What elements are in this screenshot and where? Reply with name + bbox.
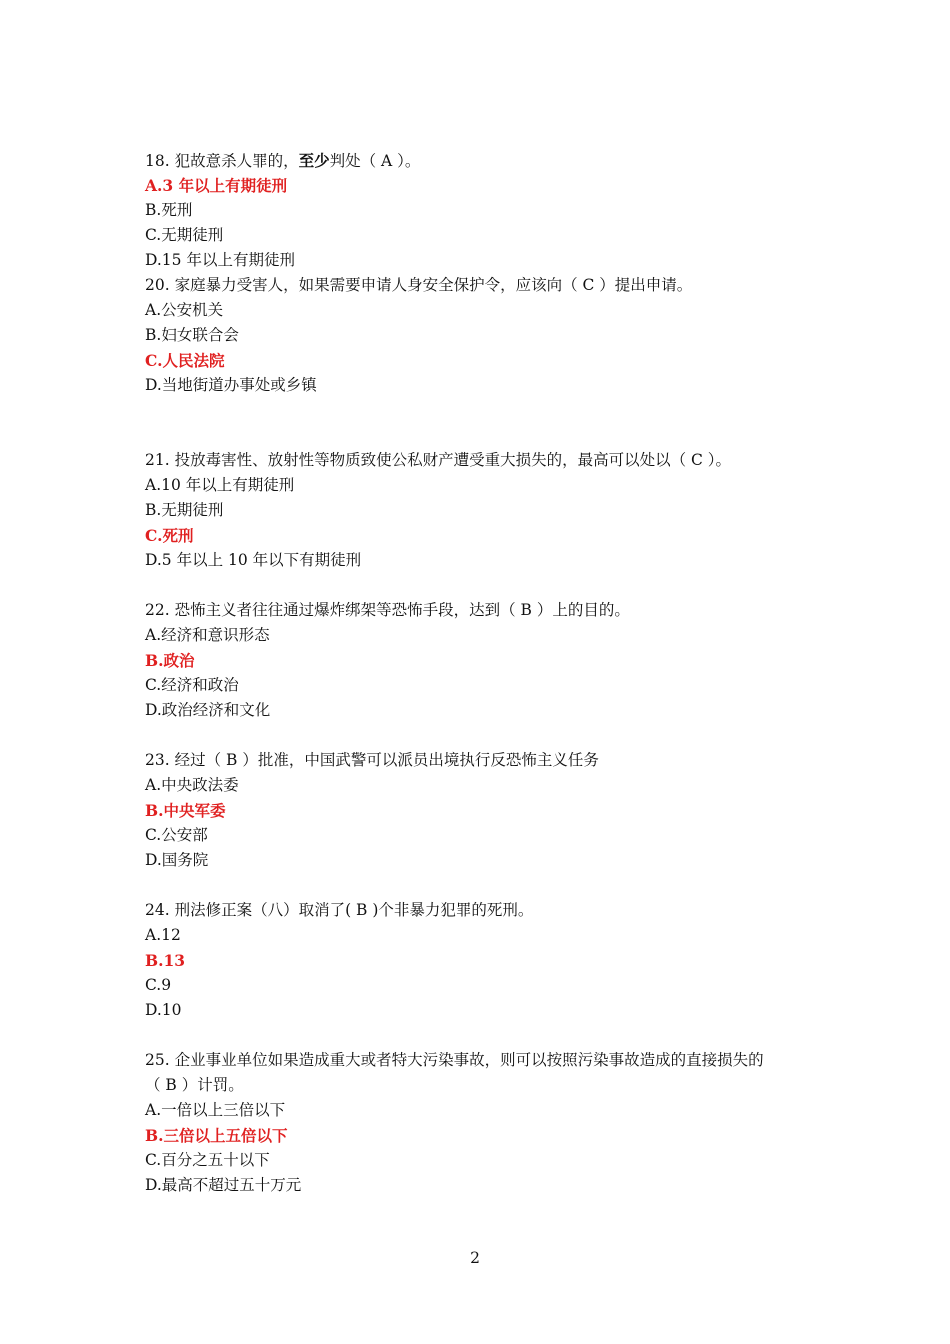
q22-option-b: B.政治: [145, 651, 195, 670]
q21-option-d: D.5 年以上 10 年以下有期徒刑: [145, 551, 362, 569]
question-21-stem: 21. 投放毒害性、放射性等物质致使公私财产遭受重大损失的，最高可以处以（ C ）。: [145, 451, 732, 469]
spacer: [145, 573, 825, 598]
q24-option-a: A.12: [145, 926, 181, 944]
spacer: [145, 723, 825, 748]
q18-stem-bold: 至少: [298, 151, 330, 170]
q22-option-a: A.经济和意识形态: [145, 626, 270, 644]
question-25-stem-line2: （ B ）计罚。: [145, 1076, 244, 1094]
q20-option-c: C.人民法院: [145, 351, 225, 370]
spacer: [145, 1023, 825, 1048]
q25-option-b: B.三倍以上五倍以下: [145, 1126, 288, 1145]
q24-option-d: D.10: [145, 1001, 182, 1019]
question-18-stem: [145, 148, 825, 173]
q21-option-b: B.无期徒刑: [145, 501, 224, 519]
question-24-stem: 24. 刑法修正案（八）取消了( B )个非暴力犯罪的死刑。: [145, 901, 534, 919]
page-number: 2: [470, 1249, 480, 1267]
q25-option-c: C.百分之五十以下: [145, 1151, 270, 1169]
q21-option-c: C.死刑: [145, 526, 194, 545]
q18-option-b: B.死刑: [145, 201, 193, 219]
q25-option-d: D.最高不超过五十万元: [145, 1176, 302, 1194]
q24-option-c: C.9: [145, 976, 172, 994]
spacer: [145, 873, 825, 898]
q23-option-b: B.中央军委: [145, 801, 226, 820]
question-25-stem-line1: 25. 企业事业单位如果造成重大或者特大污染事故，则可以按照污染事故造成的直接损失的: [145, 1051, 764, 1069]
q18-option-c: C.无期徒刑: [145, 226, 224, 244]
q22-option-d: D.政治经济和文化: [145, 701, 271, 719]
question-20-stem: 20. 家庭暴力受害人，如果需要申请人身安全保护令，应该向（ C ）提出申请。: [145, 276, 693, 294]
q23-option-d: D.国务院: [145, 851, 209, 869]
q18-stem-before: 18. 犯故意杀人罪的，: [145, 152, 299, 170]
document-page: [145, 148, 825, 1198]
q18-option-a: A.3 年以上有期徒刑: [145, 176, 288, 195]
spacer: [145, 398, 825, 448]
q24-option-b: B.13: [145, 951, 186, 970]
q21-option-a: A.10 年以上有期徒刑: [145, 476, 295, 494]
q23-option-c: C.公安部: [145, 826, 208, 844]
q20-option-b: B.妇女联合会: [145, 326, 239, 344]
q25-option-a: A.一倍以上三倍以下: [145, 1101, 286, 1119]
q23-option-a: A.中央政法委: [145, 776, 239, 794]
q18-stem-after: 判处（ A ）。: [329, 152, 421, 170]
q20-option-a: A.公安机关: [145, 301, 224, 319]
question-22-stem: 22. 恐怖主义者往往通过爆炸绑架等恐怖手段，达到（ B ）上的目的。: [145, 601, 630, 619]
q22-option-c: C.经济和政治: [145, 676, 239, 694]
q18-option-d: D.15 年以上有期徒刑: [145, 251, 295, 269]
question-23-stem: 23. 经过（ B ）批准，中国武警可以派员出境执行反恐怖主义任务: [145, 751, 599, 769]
q20-option-d: D.当地街道办事处或乡镇: [145, 376, 317, 394]
